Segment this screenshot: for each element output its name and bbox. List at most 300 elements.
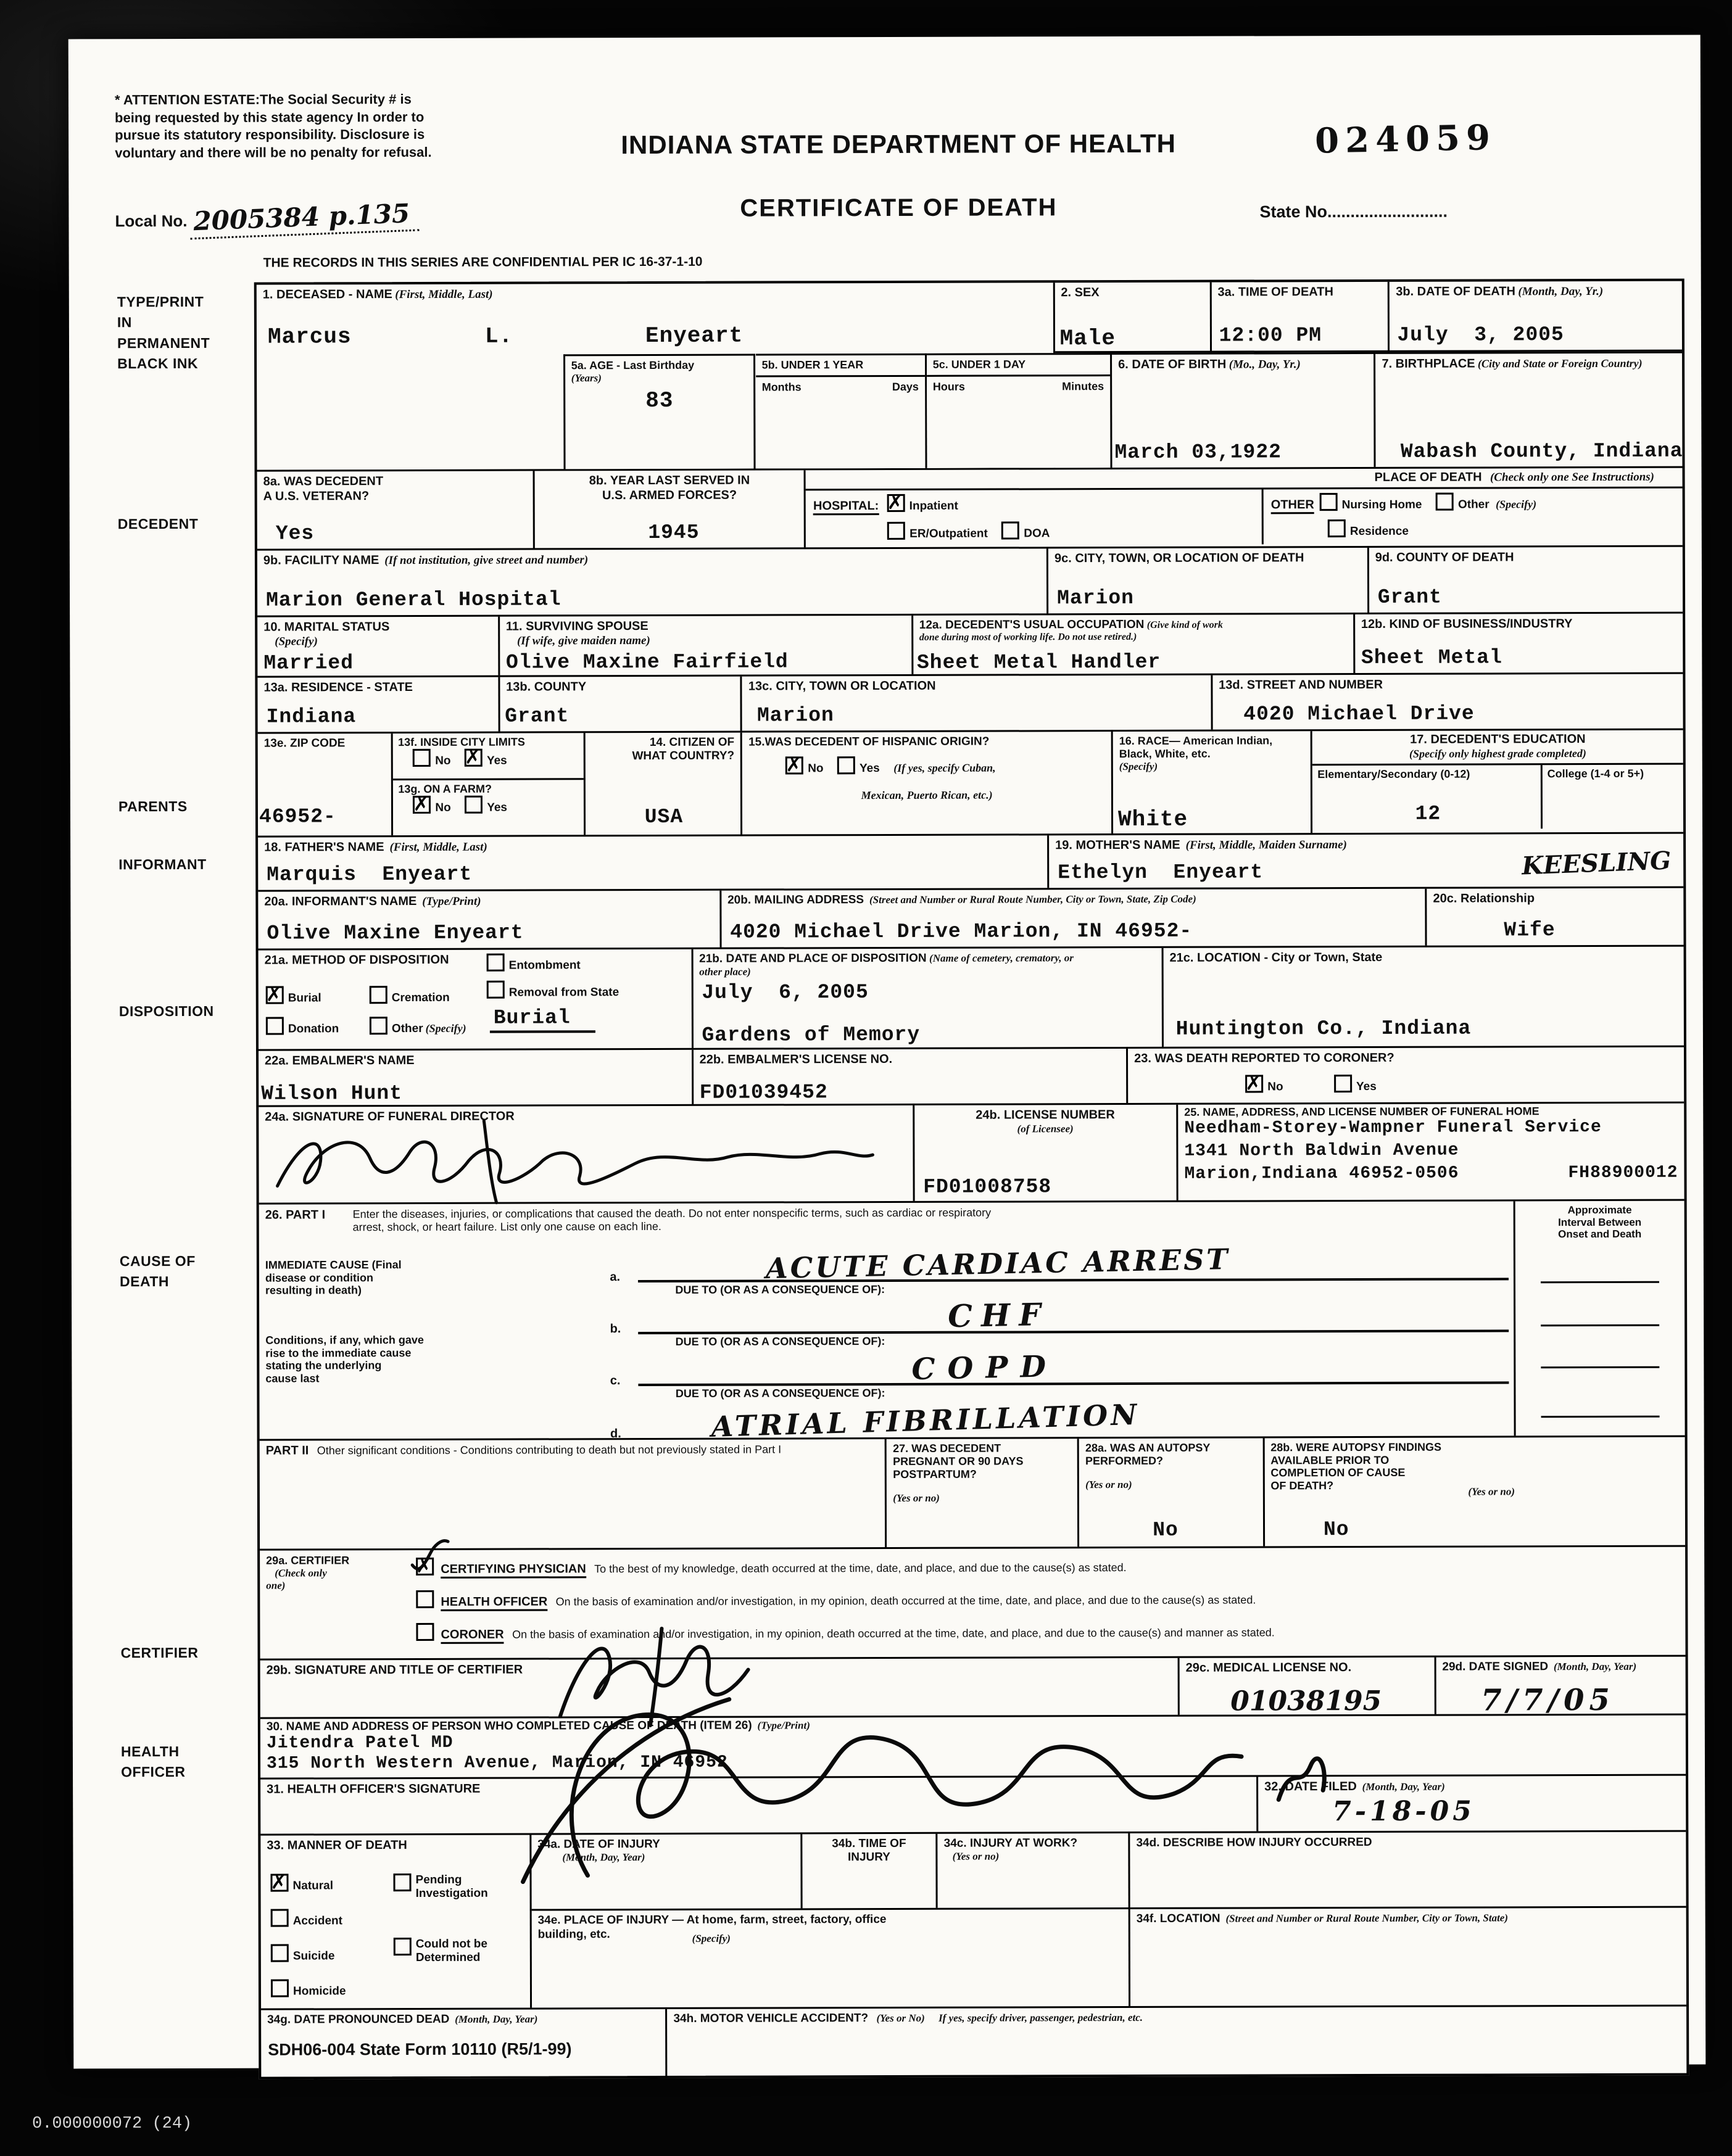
field-date-of-injury: [531, 1834, 802, 1909]
mother-sub: (First, Middle, Maiden Surname): [1185, 838, 1347, 852]
stamp-number: 024059: [1314, 117, 1497, 162]
under-1-day-minutes: Minutes: [1062, 379, 1104, 392]
education-college-label: College (1-4 or 5+): [1547, 767, 1644, 780]
coroner-no-label: No: [1267, 1080, 1283, 1093]
line-d-prefix: d.: [610, 1427, 621, 1441]
field-time-of-injury: [802, 1834, 938, 1909]
pod-other-label: OTHER: [1271, 498, 1314, 514]
zip-label: 13e. ZIP CODE: [263, 737, 346, 750]
informant-value: Olive Maxine Enyeart: [267, 921, 524, 945]
part2-instructions: Other significant conditions - Conditions contributing to death but not previously stated in Part I: [317, 1443, 782, 1457]
pending-checkbox: [393, 1873, 411, 1891]
field-date-of-death: [1390, 281, 1682, 352]
section-type-print: TYPE/PRINT IN PERMANENT BLACK INK: [117, 293, 210, 372]
date-of-death-label: 3b. DATE OF DEATH: [1396, 284, 1515, 299]
field-mother-name: [1049, 834, 1683, 888]
field-education: [1312, 730, 1683, 833]
funeral-director-signature: [265, 1117, 882, 1205]
pronounced-dead-sub: (Month, Day, Year): [455, 2013, 538, 2025]
date-filed-label: 32. DATE FILED: [1264, 1780, 1357, 1794]
burial-label: Burial: [288, 991, 321, 1005]
place-of-injury-sub: (Specify): [692, 1933, 731, 1945]
pod-other2-label: Other: [1457, 498, 1490, 511]
nursing-home-checkbox: [1320, 493, 1338, 511]
field-residence-city: [742, 675, 1213, 731]
row-manner-of-death: [260, 1832, 1686, 2010]
field-hispanic: [742, 732, 1113, 835]
embalmer-label: 22a. EMBALMER'S NAME: [265, 1054, 415, 1068]
certifying-physician-label: CERTIFYING PHYSICIAN: [441, 1562, 586, 1579]
field-surviving-spouse: [500, 616, 913, 675]
er-outpatient-checkbox: [887, 522, 905, 540]
field-funeral-license: [914, 1105, 1179, 1201]
hispanic-sub2: Mexican, Puerto Rican, etc.): [861, 788, 993, 802]
row-veteran-place-of-death: [257, 468, 1683, 551]
due-to-label-1: DUE TO (OR AS A CONSEQUENCE OF):: [675, 1283, 885, 1296]
motor-vehicle-sub2: If yes, specify driver, passenger, pedestrian, etc.: [939, 2011, 1143, 2024]
field-time-of-death: [1211, 282, 1390, 353]
disposition-location-value: Huntington Co., Indiana: [1175, 1017, 1472, 1041]
field-health-officer-signature: [260, 1777, 1258, 1833]
city-limits-no-label: No: [435, 754, 451, 768]
dob-sub: (Mo., Day, Yr.): [1229, 358, 1301, 371]
age-label: 5a. AGE - Last Birthday: [571, 358, 695, 372]
injury-at-work-label: 34c. INJURY AT WORK?: [943, 1836, 1078, 1850]
field-coroner-reported: [1128, 1047, 1684, 1103]
field-completed-by: [260, 1716, 1686, 1778]
education-elementary-label: Elementary/Secondary (0-12): [1317, 767, 1470, 780]
date-of-injury-label: 34a. DATE OF INJURY: [537, 1837, 660, 1851]
row-facility: [257, 547, 1683, 617]
field-residence-state: [257, 677, 500, 732]
section-decedent: DECEDENT: [117, 515, 199, 532]
injury-at-work-sub: (Yes or no): [952, 1850, 1000, 1863]
mother-value: Ethelyn Enyeart: [1058, 861, 1264, 885]
field-facility-name: [257, 548, 1048, 615]
funeral-license-sub: (of Licensee): [1017, 1122, 1074, 1135]
pronounced-dead-label: 34g. DATE PRONOUNCED DEAD: [267, 2012, 450, 2026]
education-college: [1543, 764, 1683, 828]
cause-a-value: ACUTE CARDIAC ARREST: [764, 1242, 1230, 1286]
street-number-label: 13d. STREET AND NUMBER: [1219, 677, 1383, 692]
education-label: 17. DECEDENT'S EDUCATION: [1410, 732, 1586, 746]
how-injury-label: 34d. DESCRIBE HOW INJURY OCCURRED: [1136, 1835, 1372, 1849]
under-1-year-months: Months: [761, 381, 802, 394]
city-of-death-value: Marion: [1057, 586, 1134, 610]
row-informant: [258, 888, 1683, 951]
section-health-officer: HEALTH OFFICER: [120, 1743, 186, 1780]
disposition-location-label: 21c. LOCATION - City or Town, State: [1169, 950, 1383, 965]
form-number: SDH06-004 State Form 10110 (R5/1-99): [268, 2039, 572, 2059]
farm-no-label: No: [435, 801, 451, 815]
pregnant-sub: (Yes or no): [893, 1492, 940, 1504]
certifier-signature: [536, 1623, 795, 1729]
field-race: [1113, 731, 1313, 833]
dept-title: INDIANA STATE DEPARTMENT OF HEALTH: [621, 128, 1177, 160]
age-value: 83: [645, 387, 674, 414]
city-limits-yes-checkbox: [465, 749, 483, 767]
row-decedent-identity: [257, 281, 1683, 472]
field-residence-county: [500, 677, 742, 732]
cause-b-value: CHF: [947, 1295, 1050, 1335]
field-under-1-day: [927, 353, 1113, 468]
cause-c-value: COPD: [911, 1349, 1059, 1387]
field-motor-vehicle: [667, 2007, 1686, 2076]
field-informant-name: [258, 891, 721, 949]
pod-header-sub: (Check only one See Instructions): [1490, 470, 1655, 484]
residence-city-value: Marion: [756, 704, 834, 727]
coroner-no-checkbox: [1245, 1075, 1263, 1092]
funeral-license-label: 24b. LICENSE NUMBER: [976, 1108, 1115, 1122]
time-of-death-label: 3a. TIME OF DEATH: [1217, 285, 1333, 299]
completed-by-label: 30. NAME AND ADDRESS OF PERSON WHO COMPLETED CAUSE OF DEATH (ITEM 26): [266, 1719, 752, 1733]
nursing-home-label: Nursing Home: [1341, 498, 1422, 511]
row-residence: [257, 674, 1683, 734]
coroner-yes-checkbox: [1334, 1075, 1352, 1092]
autopsy-findings-label: 28b. WERE AUTOPSY FINDINGS AVAILABLE PRIOR TO COMPLETION OF CAUSE OF DEATH?: [1270, 1440, 1441, 1492]
field-pregnant: [887, 1439, 1079, 1547]
field-sex: [1055, 283, 1211, 353]
certifier-sub: (Check only one): [266, 1567, 327, 1592]
birthplace-sub: (City and State or Foreign Country): [1477, 357, 1643, 370]
citizen-label: 14. CITIZEN OF WHAT COUNTRY?: [632, 735, 735, 763]
field-citizen: [586, 733, 743, 835]
field-injury-location: [1130, 1906, 1686, 2006]
natural-checkbox: [270, 1874, 288, 1892]
date-signed-sub: (Month, Day, Year): [1553, 1660, 1637, 1673]
row-parents: [258, 834, 1683, 892]
inpatient-label: Inpatient: [909, 499, 958, 513]
other-disposition-sub: (Specify): [425, 1022, 466, 1035]
field-city-of-death: [1048, 548, 1369, 613]
cause-d-value: ATRIAL FIBRILLATION: [710, 1397, 1140, 1444]
homicide-label: Homicide: [292, 1985, 346, 1998]
field-city-limits-farm: [393, 733, 586, 835]
city-limits-yes-label: Yes: [486, 754, 507, 767]
marital-label: 10. MARITAL STATUS: [263, 620, 390, 634]
sex-label: 2. SEX: [1061, 286, 1100, 300]
spouse-label: 11. SURVIVING SPOUSE: [505, 619, 648, 634]
pod-other-group: [1262, 488, 1683, 544]
pending-label: Pending Investigation: [415, 1873, 488, 1901]
field-birthplace: [1375, 352, 1682, 467]
injury-location-label: 34f. LOCATION: [1136, 1912, 1220, 1926]
cause-left-labels: [259, 1239, 602, 1439]
date-of-death-value: July 3, 2005: [1397, 323, 1564, 347]
certificate-document: [68, 35, 1706, 2069]
county-of-death-value: Grant: [1377, 585, 1442, 609]
completed-by-address: 315 North Western Avenue, Marion, IN 46952: [266, 1753, 728, 1774]
date-signed-label: 29d. DATE SIGNED: [1442, 1660, 1549, 1674]
farm-no-checkbox: [413, 796, 431, 814]
spouse-value: Olive Maxine Fairfield: [505, 650, 789, 674]
health-officer-option-label: HEALTH OFFICER: [441, 1595, 547, 1611]
year-served-label: 8b. YEAR LAST SERVED IN U.S. ARMED FORCES?: [589, 473, 750, 502]
donation-checkbox: [266, 1017, 284, 1035]
section-parents: PARENTS: [118, 798, 188, 815]
line-b-prefix: b.: [610, 1322, 621, 1336]
cremation-label: Cremation: [391, 991, 450, 1005]
city-limits-no-checkbox: [413, 749, 431, 767]
deceased-name-sub: (First, Middle, Last): [395, 287, 493, 302]
certificate-title: CERTIFICATE OF DEATH: [740, 194, 1058, 222]
row-cause-of-death: [259, 1201, 1685, 1444]
health-officer-text: On the basis of examination and/or investigation, in my opinion, death occurred at the time, date, and place, and due to the cause(s) as stated.: [555, 1593, 1256, 1608]
hispanic-no-checkbox: [785, 757, 803, 775]
local-no-value: 2005384 p.135: [189, 198, 420, 240]
motor-vehicle-sub: (Yes or No): [876, 2012, 925, 2025]
residence-state-label: 13a. RESIDENCE - STATE: [263, 680, 413, 695]
age-sub: (Years): [571, 372, 602, 384]
funeral-license-value: FD01008758: [923, 1175, 1052, 1199]
field-year-served: [535, 470, 806, 548]
field-how-injury-occurred: [1130, 1832, 1686, 1908]
hispanic-no-label: No: [808, 762, 824, 775]
hispanic-yes-checkbox: [837, 757, 855, 775]
autopsy-findings-sub: (Yes or no): [1468, 1485, 1515, 1498]
deceased-last-name: Enyeart: [645, 323, 744, 349]
year-served-value: 1945: [648, 521, 700, 545]
er-outpatient-label: ER/Outpatient: [910, 527, 988, 540]
field-autopsy-findings: [1264, 1437, 1685, 1547]
field-street-number: [1212, 674, 1683, 730]
funeral-home-name: Needham-Storey-Wampner Funeral Service: [1184, 1118, 1602, 1138]
citizen-value: USA: [644, 805, 684, 829]
entombment-checkbox: [487, 954, 505, 972]
state-no-label: State No..........................: [1259, 202, 1448, 221]
under-1-year-days: Days: [892, 380, 919, 393]
other-disposition-label: Other: [391, 1022, 423, 1036]
field-date-place-disposition: [693, 948, 1164, 1048]
field-date-filed: [1258, 1776, 1686, 1832]
education-elementary: [1312, 765, 1543, 829]
certifier-label: 29a. CERTIFIER: [266, 1554, 350, 1567]
field-county-of-death: [1369, 547, 1683, 613]
accident-label: Accident: [292, 1914, 342, 1928]
funeral-director-label: 24a. SIGNATURE OF FUNERAL DIRECTOR: [265, 1109, 515, 1124]
disposition-date-value: July 6, 2005: [702, 981, 869, 1004]
immediate-cause-label: IMMEDIATE CAUSE (Final disease or condition resulting in death): [265, 1258, 402, 1297]
birthplace-label: 7. BIRTHPLACE: [1382, 357, 1475, 371]
under-1-year-label: 5b. UNDER 1 YEAR: [756, 358, 925, 377]
county-of-death-label: 9d. COUNTY OF DEATH: [1375, 550, 1514, 564]
field-date-signed: [1436, 1657, 1685, 1718]
street-number-value: 4020 Michael Drive: [1243, 702, 1475, 726]
autopsy-label: 28a. WAS AN AUTOPSY PERFORMED?: [1085, 1441, 1211, 1468]
manner-column-2: [393, 1873, 499, 1965]
medical-license-label: 29c. MEDICAL LICENSE NO.: [1185, 1661, 1352, 1675]
manner-column-1: [270, 1873, 357, 1998]
birthplace-value: Wabash County, Indiana: [1400, 439, 1683, 463]
due-to-label-3: DUE TO (OR AS A CONSEQUENCE OF):: [675, 1387, 885, 1400]
coroner-option-label: CORONER: [441, 1628, 503, 1644]
autopsy-value: No: [1153, 1518, 1179, 1542]
hispanic-yes-label: Yes: [859, 762, 880, 775]
date-signed-value: 7/7/05: [1481, 1682, 1615, 1718]
disposition-typed-value: Burial: [490, 1006, 595, 1033]
inpatient-checkbox: [887, 494, 905, 512]
disposition-date-sub: (Name of cemetery, crematory, or other place): [699, 952, 1074, 978]
facility-sub: (If not institution, give street and number): [384, 553, 589, 568]
doa-checkbox: [1001, 521, 1019, 539]
facility-value: Marion General Hospital: [266, 588, 561, 612]
row-zip-race-education: [258, 730, 1683, 838]
field-autopsy-performed: [1079, 1438, 1265, 1547]
field-mailing-address: [721, 889, 1427, 948]
pregnant-label: 27. WAS DECEDENT PREGNANT OR 90 DAYS POSTPARTUM?: [893, 1442, 1024, 1481]
pod-other2-sub: (Specify): [1496, 497, 1537, 511]
field-injury-at-work: [938, 1833, 1130, 1908]
deceased-name-label: 1. DECEASED - NAME: [262, 287, 392, 302]
certifier-signature-label: 29b. SIGNATURE AND TITLE OF CERTIFIER: [266, 1662, 523, 1677]
mother-maiden-handwritten: KEESLING: [1521, 846, 1672, 881]
autopsy-findings-value: No: [1323, 1518, 1349, 1542]
date-of-injury-sub: (Month, Day, Year): [562, 1851, 645, 1864]
field-relationship: [1427, 888, 1683, 946]
education-sub: (Specify only highest grade completed): [1409, 746, 1586, 760]
field-place-of-death: [806, 468, 1683, 548]
father-value: Marquis Enyeart: [267, 862, 473, 886]
field-marital-status: [257, 617, 500, 676]
field-age: [563, 354, 756, 469]
embalmer-value: Wilson Hunt: [261, 1082, 403, 1105]
row-marital: [257, 614, 1683, 678]
row-embalmer: [259, 1047, 1684, 1107]
farm-label: 13g. ON A FARM?: [398, 782, 492, 795]
section-disposition: DISPOSITION: [118, 1002, 214, 1020]
other-disposition-checkbox: [370, 1017, 387, 1035]
time-of-injury-label: 34b. TIME OF INJURY: [832, 1836, 906, 1864]
farm-yes-label: Yes: [487, 801, 507, 814]
line-a-prefix: a.: [610, 1270, 621, 1284]
residence-state-value: Indiana: [266, 705, 357, 729]
row-disposition: [259, 947, 1684, 1051]
embalmer-license-value: FD01039452: [699, 1081, 828, 1104]
coroner-reported-label: 23. WAS DEATH REPORTED TO CORONER?: [1134, 1051, 1394, 1065]
field-funeral-home: [1178, 1104, 1684, 1200]
date-filed-value: 7-18-05: [1332, 1795, 1475, 1827]
mailing-value: 4020 Michael Drive Marion, IN 46952-: [730, 919, 1193, 944]
conditions-label: Conditions, if any, which gave rise to the immediate cause stating the underlying cause last: [265, 1334, 424, 1385]
hispanic-sub: (If yes, specify Cuban,: [893, 761, 996, 775]
autopsy-sub: (Yes or no): [1085, 1478, 1132, 1491]
informant-sub: (Type/Print): [422, 894, 481, 908]
row-certifier-signature: [260, 1657, 1686, 1719]
field-zip: [258, 733, 394, 836]
health-officer-checkbox: [416, 1590, 434, 1608]
field-funeral-director-signature: [259, 1105, 914, 1203]
residence-county-value: Grant: [505, 704, 570, 728]
occupation-label: 12a. DECEDENT'S USUAL OCCUPATION: [919, 617, 1145, 632]
disposition-place-value: Gardens of Memory: [702, 1023, 921, 1047]
date-filed-sub: (Month, Day, Year): [1362, 1780, 1445, 1793]
part2-label: PART II: [265, 1444, 309, 1458]
farm-yes-checkbox: [465, 796, 483, 814]
occupation-value: Sheet Metal Handler: [916, 650, 1161, 674]
field-place-of-injury: [532, 1907, 1131, 2007]
father-sub: (First, Middle, Last): [389, 840, 487, 854]
form-table: [254, 279, 1689, 2080]
facility-label: 9b. FACILITY NAME: [263, 553, 379, 568]
pod-header: PLACE OF DEATH: [1374, 470, 1482, 484]
natural-label: Natural: [292, 1879, 334, 1893]
funeral-home-label: 25. NAME, ADDRESS, AND LICENSE NUMBER OF FUNERAL HOME: [1184, 1105, 1539, 1118]
city-limits-label: 13f. INSIDE CITY LIMITS: [398, 735, 525, 749]
confidential-note: THE RECORDS IN THIS SERIES ARE CONFIDENTIAL PER IC 16-37-1-10: [263, 254, 703, 270]
injury-location-sub: (Street and Number or Rural Route Number, City or Town, State): [1225, 1912, 1509, 1925]
donation-label: Donation: [288, 1022, 339, 1036]
city-of-death-label: 9c. CITY, TOWN, OR LOCATION OF DEATH: [1054, 551, 1304, 566]
mailing-sub: (Street and Number or Rural Route Number, City or Town, State, Zip Code): [869, 893, 1196, 906]
embalmer-license-label: 22b. EMBALMER'S LICENSE NO.: [699, 1052, 893, 1067]
mailing-label: 20b. MAILING ADDRESS: [727, 893, 864, 907]
place-of-injury-label: 34e. PLACE OF INJURY — At home, farm, street, factory, office building, etc.: [537, 1913, 887, 1941]
section-certifier: CERTIFIER: [120, 1644, 199, 1661]
row-certifier-type: [260, 1547, 1685, 1661]
disposition-date-label: 21b. DATE AND PLACE OF DISPOSITION: [699, 951, 927, 965]
field-certifier-signature: [260, 1658, 1180, 1717]
marital-sub: (Specify): [275, 635, 318, 648]
medical-license-value: 01038195: [1230, 1685, 1382, 1717]
certifying-physician-text: To the best of my knowledge, death occurred at the time, date, and place, and due to the cause(s) as stated.: [594, 1561, 1127, 1576]
pod-other-checkbox: [1436, 492, 1454, 510]
film-frame-number: 0.000000072 (24): [32, 2115, 193, 2133]
attention-notice: * ATTENTION ESTATE:The Social Security # is being requested by this state agency In order to pursue its statutory responsibility. Disclosure is voluntary and there will be no penalty for refusal.: [114, 91, 432, 161]
under-1-day-hours: Hours: [932, 380, 965, 393]
row-part2-autopsy: [260, 1437, 1685, 1551]
father-label: 18. FATHER'S NAME: [264, 840, 384, 854]
field-disposition-location: [1163, 947, 1684, 1047]
row-funeral-director: [259, 1104, 1684, 1205]
residence-city-label: 13c. CITY, TOWN OR LOCATION: [748, 679, 936, 693]
motor-vehicle-label: 34h. MOTOR VEHICLE ACCIDENT?: [673, 2012, 869, 2025]
method-label: 21a. METHOD OF DISPOSITION: [264, 952, 449, 967]
local-no-label: Local No.: [115, 211, 188, 231]
manner-label: 33. MANNER OF DEATH: [267, 1838, 407, 1852]
industry-value: Sheet Metal: [1361, 646, 1502, 669]
doa-label: DOA: [1024, 526, 1050, 540]
mother-label: 19. MOTHER'S NAME: [1055, 838, 1180, 853]
zip-value: 46952-: [259, 805, 336, 828]
suicide-label: Suicide: [292, 1949, 335, 1963]
field-date-of-birth: [1112, 352, 1376, 468]
suicide-checkbox: [271, 1944, 289, 1962]
could-not-determine-label: Could not be Determined: [415, 1937, 487, 1965]
field-industry: [1355, 614, 1683, 673]
funeral-home-license-no: FH88900012: [1568, 1163, 1678, 1183]
field-occupation: [913, 614, 1355, 674]
pod-hospital-group: [806, 489, 1262, 545]
field-manner-of-death: [260, 1835, 532, 2009]
informant-label: 20a. INFORMANT'S NAME: [264, 894, 417, 909]
veteran-value: Yes: [275, 522, 315, 545]
interval-label: Approximate Interval Between Onset and Death: [1558, 1204, 1642, 1241]
dob-value: March 03,1922: [1114, 440, 1282, 465]
entombment-label: Entombment: [508, 959, 581, 972]
section-cause-of-death: CAUSE OF DEATH: [119, 1252, 196, 1290]
completed-by-name: Jitendra Patel MD: [266, 1733, 454, 1754]
health-officer-signature-label: 31. HEALTH OFFICER'S SIGNATURE: [267, 1782, 481, 1796]
education-value: 12: [1415, 802, 1441, 825]
field-certifier: [260, 1550, 410, 1659]
field-veteran: [257, 471, 536, 548]
marital-value: Married: [263, 651, 354, 675]
part1-label: 26. PART I: [265, 1208, 326, 1222]
dob-label: 6. DATE OF BIRTH: [1118, 357, 1227, 372]
removal-checkbox: [487, 981, 505, 999]
could-not-determine-checkbox: [394, 1938, 412, 1956]
sex-value: Male: [1059, 326, 1116, 352]
